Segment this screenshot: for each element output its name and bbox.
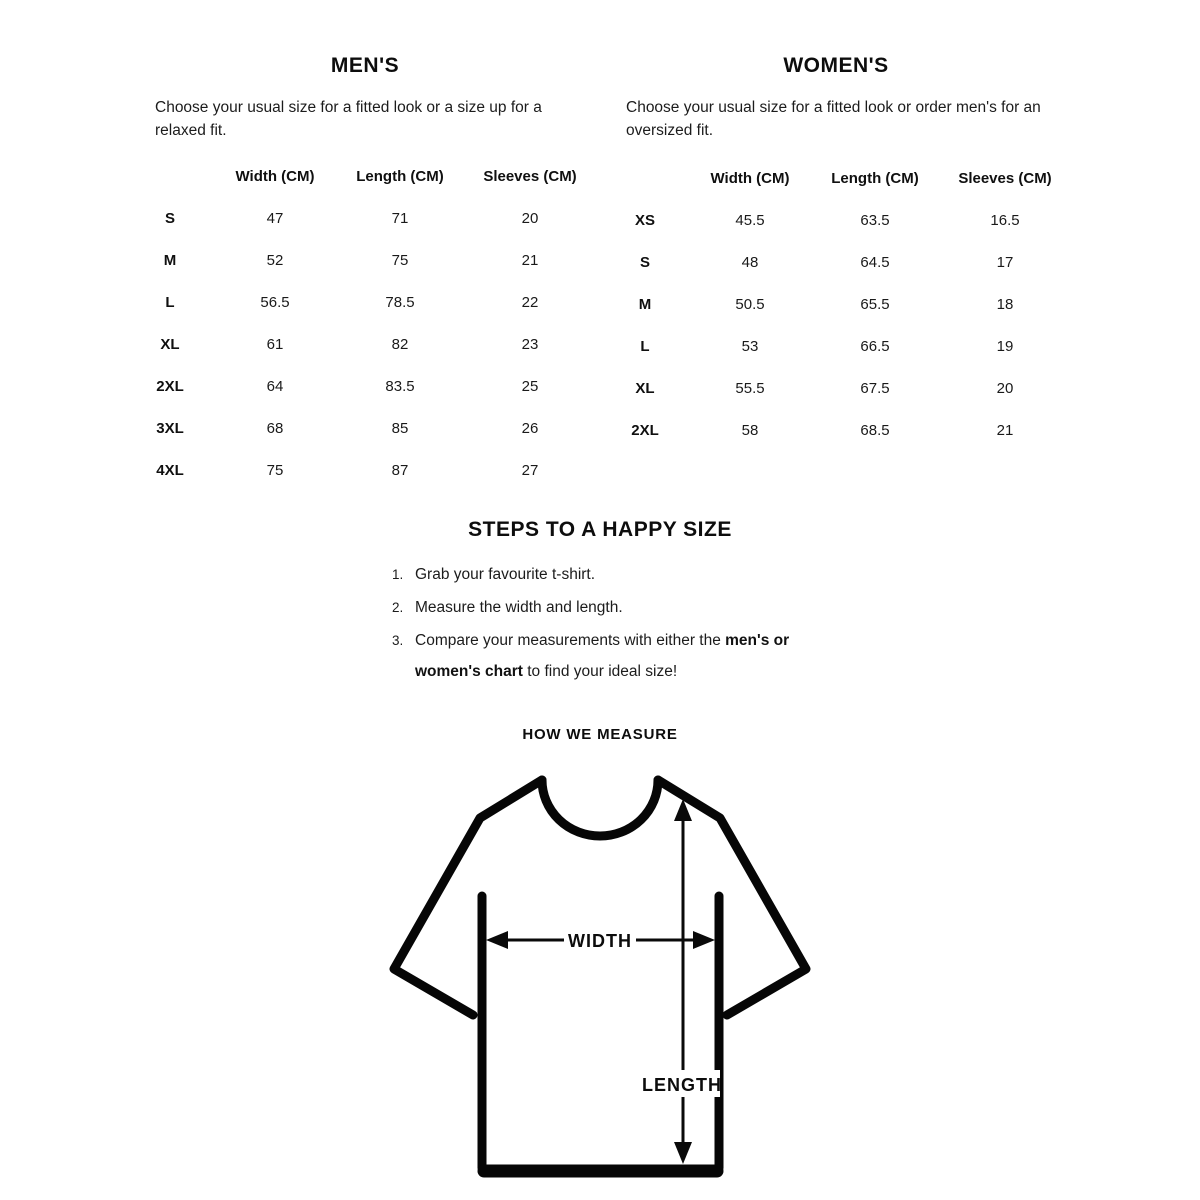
length-value: 64.5 xyxy=(860,253,890,271)
mens-size-row xyxy=(115,281,585,323)
womens-section xyxy=(626,52,1046,142)
width-value: 61 xyxy=(266,335,284,353)
womens-title: WOMEN'S xyxy=(783,54,889,77)
width-value: 56.5 xyxy=(260,293,290,311)
sleeves-value: 20 xyxy=(521,209,539,227)
size-label: XL xyxy=(160,335,180,353)
step-item xyxy=(392,559,822,590)
step-item xyxy=(392,592,822,623)
sleeves-value: 25 xyxy=(521,377,539,395)
length-value: 65.5 xyxy=(860,295,890,313)
steps-list xyxy=(392,559,822,689)
womens-size-row xyxy=(590,325,1060,367)
mens-size-row xyxy=(115,365,585,407)
width-value: 52 xyxy=(266,251,284,269)
step-text: Grab your favourite t-shirt. xyxy=(415,566,596,583)
size-label: L xyxy=(640,337,650,355)
size-label: 2XL xyxy=(631,421,659,439)
length-value: 85 xyxy=(391,419,409,437)
sleeves-value: 22 xyxy=(521,293,539,311)
length-label: LENGTH xyxy=(642,1075,722,1095)
mens-section xyxy=(155,52,575,142)
mens-size-table xyxy=(115,155,585,491)
steps-title: STEPS TO A HAPPY SIZE xyxy=(468,518,732,541)
width-value: 45.5 xyxy=(735,211,765,229)
how-we-measure-title: HOW WE MEASURE xyxy=(522,726,678,743)
mens-title: MEN'S xyxy=(330,54,400,77)
length-column-header: Length (CM) xyxy=(356,167,444,185)
width-value: 75 xyxy=(266,461,284,479)
sleeves-value: 26 xyxy=(521,419,539,437)
width-value: 48 xyxy=(741,253,759,271)
sleeves-value: 21 xyxy=(996,421,1014,439)
length-value: 68.5 xyxy=(860,421,890,439)
sleeves-value: 23 xyxy=(521,335,539,353)
womens-size-row xyxy=(590,283,1060,325)
length-value: 87 xyxy=(391,461,409,479)
tshirt-left-sleeve xyxy=(394,780,542,1015)
womens-size-row xyxy=(590,241,1060,283)
length-value: 66.5 xyxy=(860,337,890,355)
length-value: 82 xyxy=(391,335,409,353)
size-label: M xyxy=(163,251,177,269)
step-number: 2. xyxy=(392,600,404,615)
width-value: 53 xyxy=(741,337,759,355)
mens-size-row xyxy=(115,197,585,239)
sleeves-value: 16.5 xyxy=(990,211,1020,229)
width-column-header: Width (CM) xyxy=(710,169,790,187)
length-value: 75 xyxy=(391,251,409,269)
sleeves-value: 20 xyxy=(996,379,1014,397)
width-column-header: Width (CM) xyxy=(235,167,315,185)
size-label: 3XL xyxy=(156,419,184,437)
length-value: 71 xyxy=(391,209,409,227)
size-label: M xyxy=(638,295,652,313)
step-item xyxy=(392,625,822,687)
width-value: 64 xyxy=(266,377,284,395)
size-label: L xyxy=(165,293,175,311)
sleeves-value: 21 xyxy=(521,251,539,269)
womens-size-row xyxy=(590,367,1060,409)
tshirt-measure-diagram xyxy=(370,758,830,1200)
sleeves-value: 27 xyxy=(521,461,539,479)
length-value: 78.5 xyxy=(385,293,415,311)
womens-size-row xyxy=(590,409,1060,451)
tshirt-neck-curve xyxy=(542,780,658,836)
width-label: WIDTH xyxy=(568,931,632,951)
length-arrow-head-bottom xyxy=(674,1142,692,1164)
sleeves-column-header: Sleeves (CM) xyxy=(958,169,1052,187)
mens-table-body xyxy=(115,197,585,491)
length-column-header: Length (CM) xyxy=(831,169,919,187)
size-label: XS xyxy=(634,211,655,229)
length-value: 63.5 xyxy=(860,211,890,229)
length-value: 83.5 xyxy=(385,377,415,395)
sleeves-column-header: Sleeves (CM) xyxy=(483,167,577,185)
sleeves-value: 18 xyxy=(996,295,1014,313)
mens-size-row xyxy=(115,449,585,491)
mens-size-row xyxy=(115,407,585,449)
step-number: 1. xyxy=(392,567,404,582)
width-value: 68 xyxy=(266,419,284,437)
womens-table-header-row xyxy=(590,157,1060,199)
step-text: Measure the width and length. xyxy=(415,599,623,616)
size-label: 4XL xyxy=(156,461,184,479)
sleeves-value: 17 xyxy=(996,253,1014,271)
mens-size-row xyxy=(115,323,585,365)
womens-description: Choose your usual size for a fitted look or order men's for an oversized fit. xyxy=(626,99,1041,139)
sleeves-value: 19 xyxy=(996,337,1014,355)
size-label: S xyxy=(164,209,175,227)
mens-table-header-row xyxy=(115,155,585,197)
step-text: Compare your measurements with either the men's or women's chart to find your ideal size! xyxy=(415,632,790,680)
width-arrow-head-right xyxy=(693,931,715,949)
size-label: S xyxy=(639,253,650,271)
width-arrow-head-left xyxy=(486,931,508,949)
mens-size-row xyxy=(115,239,585,281)
width-value: 47 xyxy=(266,209,284,227)
womens-size-row xyxy=(590,199,1060,241)
womens-table-body xyxy=(590,199,1060,451)
step-number: 3. xyxy=(392,633,404,648)
size-label: XL xyxy=(635,379,655,397)
womens-size-table xyxy=(590,157,1060,451)
width-value: 55.5 xyxy=(735,379,765,397)
width-value: 50.5 xyxy=(735,295,765,313)
size-label: 2XL xyxy=(156,377,184,395)
length-value: 67.5 xyxy=(860,379,890,397)
mens-description: Choose your usual size for a fitted look or a size up for a relaxed fit. xyxy=(155,99,542,139)
width-value: 58 xyxy=(741,421,759,439)
